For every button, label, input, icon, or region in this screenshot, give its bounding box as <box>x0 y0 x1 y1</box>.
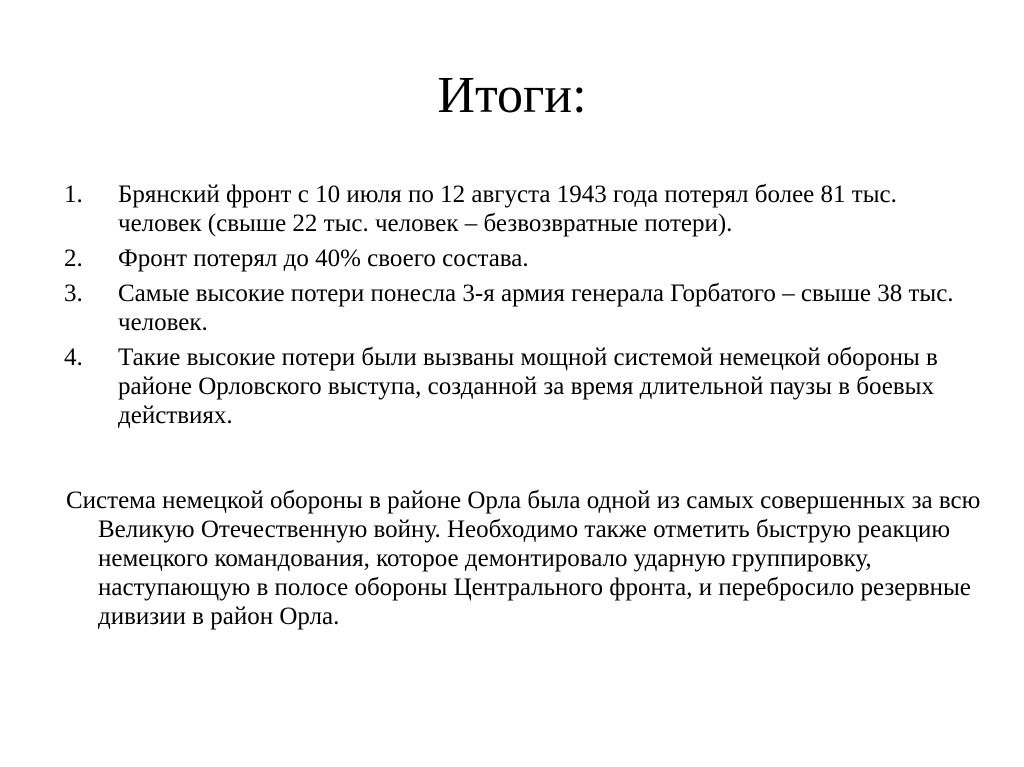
list-item <box>64 180 984 238</box>
item-number: 2. <box>64 245 83 272</box>
item-number: 4. <box>64 344 83 371</box>
item-text: Фронт потерял до 40% своего состава. <box>118 245 529 272</box>
item-text: Брянский фронт с 10 июля по 12 августа 1943 года потерял более 81 тыс. человек (свыше 22 тыс. человек – безвозвратные потери). <box>118 181 897 237</box>
list-item <box>64 343 984 430</box>
item-text: Такие высокие потери были вызваны мощной системой немецкой обороны в районе Орловского выступа, созданной за время длительной паузы в боевых действиях. <box>118 344 938 429</box>
item-number: 3. <box>64 280 83 307</box>
results-list <box>64 180 984 436</box>
item-number: 1. <box>64 181 83 208</box>
slide-title: Итоги: <box>437 67 587 124</box>
list-item <box>64 279 984 337</box>
list-item <box>64 244 984 273</box>
summary-paragraph: Система немецкой обороны в районе Орла была одной из самых совершенных за всю Великую Отечественную войну. Необходимо также отметить быструю реакцию немецкого командования, которое демонтировало ударную группировку, наступающую в полосе обороны Центрального фронта, и перебросило резервные дивизии в район Орла. <box>66 487 981 630</box>
item-text: Самые высокие потери понесла 3-я армия генерала Горбатого – свыше 38 тыс. человек. <box>118 280 954 336</box>
